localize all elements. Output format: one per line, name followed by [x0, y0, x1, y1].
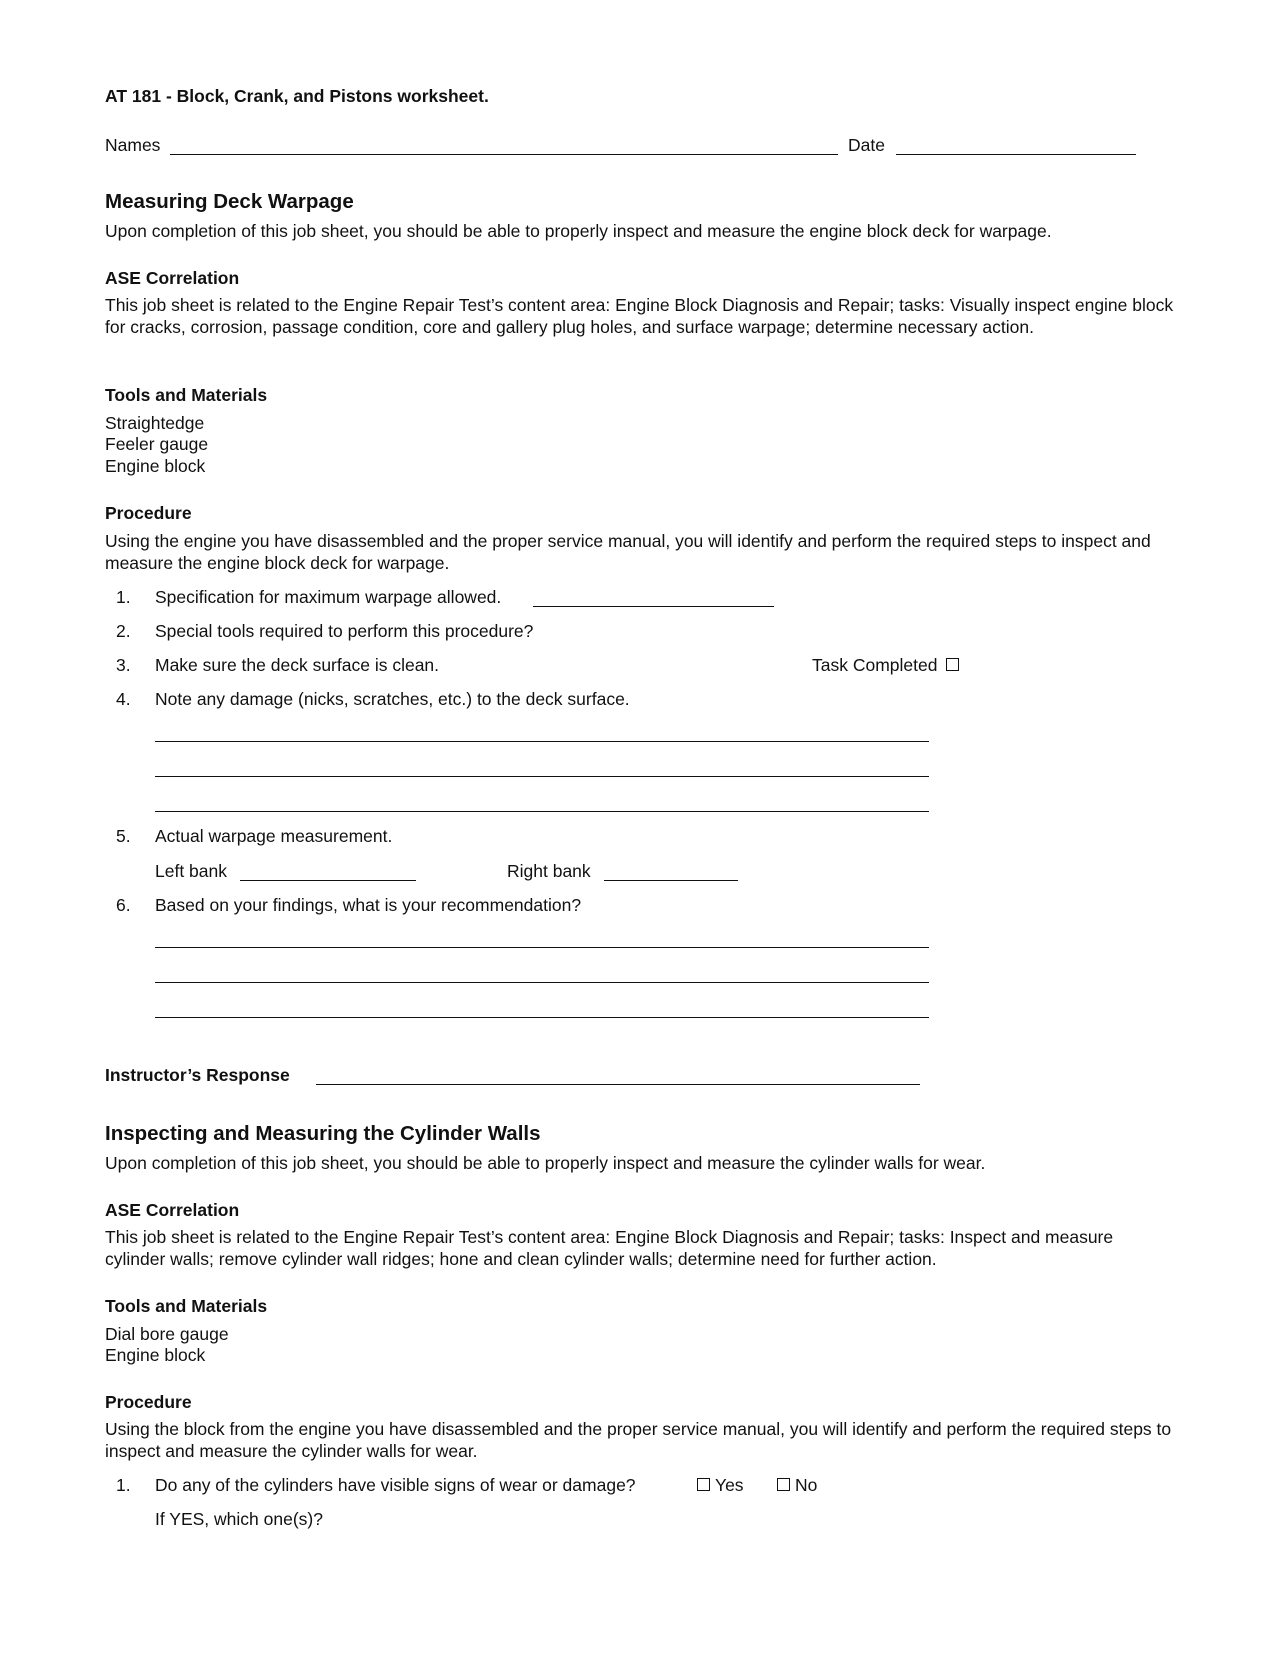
max-warpage-field[interactable] [533, 606, 774, 607]
step-text: Based on your findings, what is your recommendation? [155, 895, 582, 915]
section2-procedure-heading: Procedure [105, 1392, 192, 1412]
section2-ase-text: This job sheet is related to the Engine Repair Test’s content area: Engine Block Diagnosis and Repair; tasks: Inspect and measure cylinder walls; remove cylinder wall ridges; hone and clean cylinder walls; determine need for further action. [105, 1227, 1114, 1269]
names-field[interactable] [170, 154, 838, 155]
section2-ase-heading: ASE Correlation [105, 1200, 240, 1220]
recommendation-line[interactable] [155, 1017, 929, 1018]
yes-checkbox[interactable] [697, 1478, 710, 1491]
task-completed-checkbox[interactable] [946, 658, 959, 671]
section2-title: Inspecting and Measuring the Cylinder Walls [105, 1122, 541, 1145]
section1-ase-heading: ASE Correlation [105, 268, 240, 288]
step-text: Make sure the deck surface is clean. [155, 655, 440, 675]
right-bank-label: Right bank [507, 861, 591, 881]
followup-question: If YES, which one(s)? [155, 1509, 323, 1529]
step-text: Do any of the cylinders have visible signs of wear or damage? [155, 1475, 636, 1495]
section1-tools-heading: Tools and Materials [105, 385, 268, 405]
no-option[interactable] [777, 1475, 817, 1496]
step-number: 5. [116, 826, 131, 846]
right-bank-field[interactable] [604, 880, 738, 881]
step-number: 2. [116, 621, 131, 641]
section2-tools-heading: Tools and Materials [105, 1296, 268, 1316]
step-number: 4. [116, 689, 131, 709]
step-number: 1. [116, 1475, 131, 1495]
section2-intro: Upon completion of this job sheet, you should be able to properly inspect and measure the cylinder walls for wear. [105, 1153, 986, 1173]
recommendation-line[interactable] [155, 982, 929, 983]
no-checkbox[interactable] [777, 1478, 790, 1491]
section1-procedure-heading: Procedure [105, 503, 192, 523]
tool-item: Feeler gauge [105, 434, 209, 454]
step-text: Specification for maximum warpage allowed. [155, 587, 502, 607]
tool-item: Engine block [105, 456, 206, 476]
recommendation-line[interactable] [155, 947, 929, 948]
worksheet-title: AT 181 - Block, Crank, and Pistons worksheet. [105, 86, 489, 106]
step-number: 3. [116, 655, 131, 675]
instructor-response-label: Instructor’s Response [105, 1065, 290, 1085]
no-label: No [795, 1475, 818, 1495]
step-number: 1. [116, 587, 131, 607]
step-text: Note any damage (nicks, scratches, etc.) to the deck surface. [155, 689, 630, 709]
date-field[interactable] [896, 154, 1136, 155]
task-completed-label: Task Completed [812, 655, 938, 675]
tool-item: Engine block [105, 1345, 206, 1365]
names-label: Names [105, 135, 161, 155]
left-bank-label: Left bank [155, 861, 227, 881]
left-bank-field[interactable] [240, 880, 416, 881]
yes-label: Yes [715, 1475, 744, 1495]
step-number: 6. [116, 895, 131, 915]
damage-notes-line[interactable] [155, 776, 929, 777]
damage-notes-line[interactable] [155, 811, 929, 812]
tool-item: Straightedge [105, 413, 205, 433]
section1-intro: Upon completion of this job sheet, you should be able to properly inspect and measure the engine block deck for warpage. [105, 221, 1052, 241]
section1-title: Measuring Deck Warpage [105, 190, 354, 213]
damage-notes-line[interactable] [155, 741, 929, 742]
step-text: Special tools required to perform this procedure? [155, 621, 534, 641]
instructor-response-field[interactable] [316, 1084, 920, 1085]
yes-option[interactable] [697, 1475, 744, 1496]
section1-procedure-text: Using the engine you have disassembled and the proper service manual, you will identify and perform the required steps to inspect and measure the engine block deck for warpage. [105, 531, 1151, 573]
tool-item: Dial bore gauge [105, 1324, 229, 1344]
section1-ase-text: This job sheet is related to the Engine Repair Test’s content area: Engine Block Diagnosis and Repair; tasks: Visually inspect engine block for cracks, corrosion, passage condition, core and gallery plug holes, and surface warpage; determine necessary action. [105, 295, 1174, 337]
step-text: Actual warpage measurement. [155, 826, 393, 846]
date-label: Date [848, 135, 885, 155]
section2-procedure-text: Using the block from the engine you have disassembled and the proper service manual, you will identify and perform the required steps to inspect and measure the cylinder walls for wear. [105, 1419, 1172, 1461]
task-completed [812, 655, 959, 676]
